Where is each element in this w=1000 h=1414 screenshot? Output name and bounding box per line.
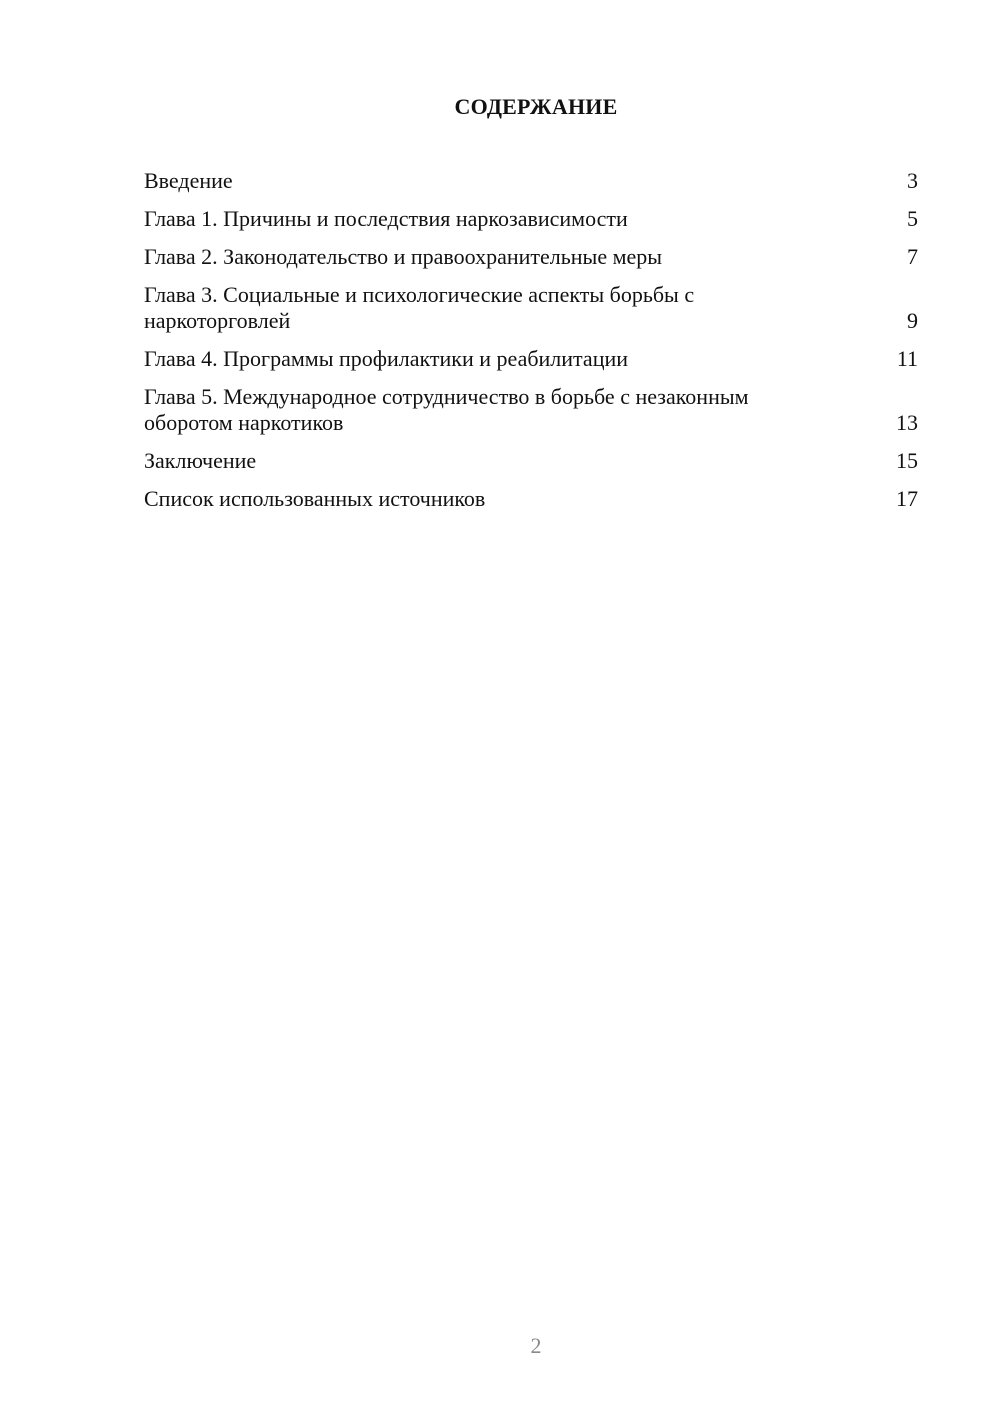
toc-entry-chapter-1 xyxy=(144,206,918,232)
toc-entry-title: Глава 4. Программы профилактики и реабилитации xyxy=(144,346,629,371)
toc-entry-page: 11 xyxy=(896,346,918,371)
toc-entry-chapter-3 xyxy=(144,282,918,334)
page-title: СОДЕРЖАНИЕ xyxy=(454,94,618,119)
toc-entry-page: 5 xyxy=(907,206,918,231)
toc-entry-page: 17 xyxy=(896,486,918,511)
toc-entry-title: Глава 1. Причины и последствия наркозависимости xyxy=(144,206,628,231)
toc-entry-title: Список использованных источников xyxy=(144,486,486,511)
toc-entry-page: 3 xyxy=(907,168,918,193)
toc-entry-introduction xyxy=(144,168,918,194)
toc-entry-chapter-5 xyxy=(144,384,918,436)
page-number: 2 xyxy=(530,1333,542,1358)
toc-entry-chapter-2 xyxy=(144,244,918,270)
toc-entry-title: Заключение xyxy=(144,448,257,473)
toc-entry-title: Введение xyxy=(144,168,233,193)
toc-entry-title: Глава 5. Международное сотрудничество в борьбе с незаконным оборотом наркотиков xyxy=(144,384,749,435)
toc-entry-page: 13 xyxy=(896,410,918,435)
toc-entry-page: 15 xyxy=(896,448,918,473)
toc-entry-references xyxy=(144,486,918,512)
toc-entry-page: 9 xyxy=(907,308,918,333)
table-of-contents xyxy=(144,168,918,524)
toc-entry-chapter-4 xyxy=(144,346,918,372)
toc-entry-page: 7 xyxy=(907,244,918,269)
toc-entry-title: Глава 3. Социальные и психологические аспекты борьбы с наркоторговлей xyxy=(144,282,695,333)
toc-entry-title: Глава 2. Законодательство и правоохранительные меры xyxy=(144,244,663,269)
toc-entry-conclusion xyxy=(144,448,918,474)
